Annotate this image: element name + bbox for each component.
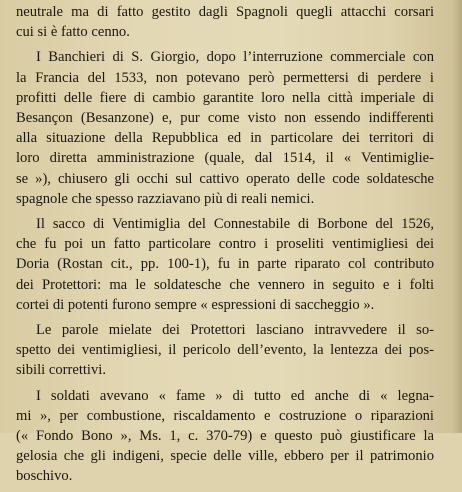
text-line: profitti delle fiere di cambio garantite loro nella città imperiale di — [16, 89, 434, 106]
text-line: spagnole che spesso razziavano più di reali nemici. — [16, 190, 315, 207]
text-line: alla situazione della Repubblica ed in particolare dei territori di — [16, 130, 434, 147]
text-line: cortei di potenti furono sempre « espressioni di saccheggio ». — [16, 296, 375, 313]
page-edge-shadow — [452, 0, 462, 433]
text-line: dei Protettori: ma le soldatesche che vennero in seguito e i folti — [16, 276, 434, 293]
text-line: cui si è fatto cenno. — [16, 24, 130, 41]
text-line: che fu poi un fatto particolare contro i proseliti ventimigliesi dei — [16, 236, 434, 253]
text-line: Besançon (Besanzone) e, pur come visto non essendo indifferenti — [16, 110, 434, 127]
paragraph-3 — [16, 214, 434, 315]
text-line: Il sacco di Ventimiglia del Connestabile di Borbone del 1526, — [36, 216, 434, 233]
paragraph-5 — [16, 386, 434, 487]
text-line: la Francia del 1533, non potevano però permettersi di perdere i — [16, 69, 434, 86]
text-line: spetto dei ventimigliesi, il pericolo dell’evento, la lentezza dei pos- — [16, 342, 434, 359]
body-text — [16, 2, 434, 492]
text-line: se »), chiusero gli occhi sul cattivo operato delle code soldatesche — [16, 170, 434, 187]
text-line: Le parole mielate dei Protettori lasciano intravvedere il so- — [36, 322, 434, 339]
text-line: I Banchieri di S. Giorgio, dopo l’interruzione commerciale con — [36, 49, 434, 66]
paragraph-2 — [16, 47, 434, 209]
paragraph-1 — [16, 2, 434, 42]
text-line: (« Fondo Bono », Ms. 1, c. 370-79) e questo può giustificare la — [16, 428, 434, 445]
text-line: Doria (Rostan cit., pp. 100-1), fu in parte riparato col contributo — [16, 256, 434, 273]
text-line: boschivo. — [16, 468, 73, 485]
text-line: neutrale ma di fatto gestito dagli Spagnoli quegli attacchi corsari — [16, 4, 434, 20]
paragraph-4 — [16, 320, 434, 381]
text-line: sibili correttivi. — [16, 362, 106, 379]
text-line: I soldati avevano « fame » di tutto ed anche di « legna- — [36, 387, 434, 404]
text-line: loro diretta amministrazione (quale, dal 1514, il « Ventimiglie- — [16, 150, 434, 167]
text-line: gelosia che gli indigeni, specie delle ville, ebbero per il patrimonio — [16, 448, 434, 465]
text-line: mi », per combustione, riscaldamento e costruzione o riparazioni — [16, 407, 434, 424]
